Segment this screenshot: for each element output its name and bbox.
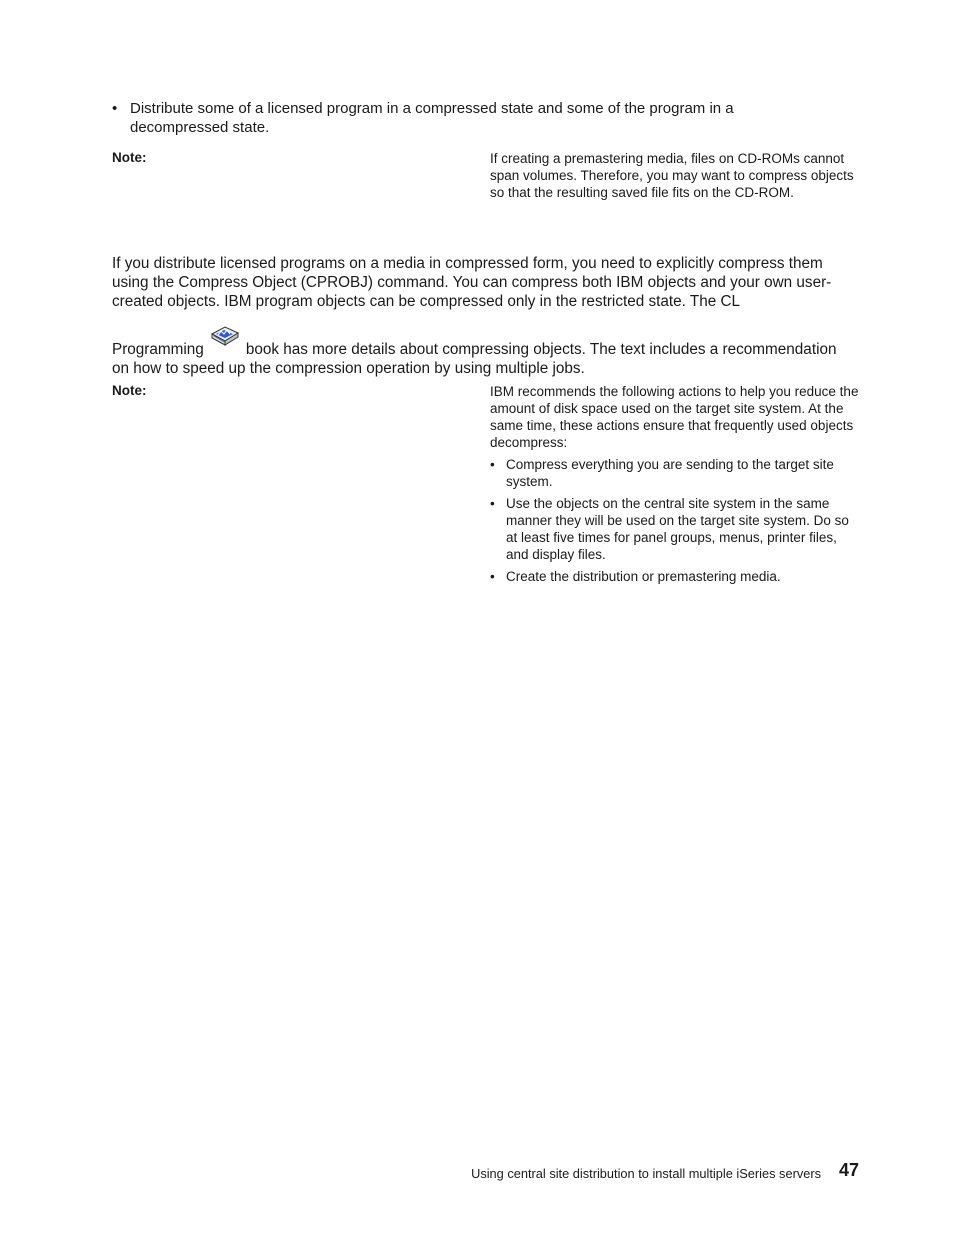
- bullet-text: Distribute some of a licensed program in a compressed state and some of the program in a decompressed state.: [130, 100, 734, 136]
- list-item: [490, 456, 862, 490]
- bullet-dot: •: [112, 100, 118, 117]
- bullet-dot: •: [490, 569, 495, 584]
- paragraph-programming-book: [112, 332, 857, 378]
- running-footer-title: Using central site distribution to install multiple iSeries servers: [471, 1166, 821, 1181]
- paragraph-text-before-icon: Programming: [112, 341, 204, 358]
- list-item: [490, 495, 862, 563]
- note-label: Note:: [112, 383, 147, 398]
- list-item-text: Use the objects on the central site system in the same manner they will be used on the target site system. Do so at least five times for panel groups, menus, printer files, and display files.: [506, 496, 849, 562]
- note-action-list: [490, 456, 862, 585]
- book-link-icon[interactable]: [210, 324, 240, 350]
- page-number: 47: [839, 1160, 860, 1180]
- bullet-dot: •: [490, 457, 495, 472]
- note-intro: IBM recommends the following actions to help you reduce the amount of disk space used on the target site system. At the same time, these actions ensure that frequently used objects decompress:: [490, 384, 859, 450]
- list-item: [490, 568, 862, 585]
- paragraph-text-after-icon: book has more details about compressing objects. The text includes a recommendation on how to speed up the compression operation by using multiple jobs.: [112, 341, 837, 377]
- paragraph-compress-intro: If you distribute licensed programs on a media in compressed form, you need to explicitly compress them using the Compress Object (CPROBJ) command. You can compress both IBM objects and your own user-created objects. IBM program objects can be compressed only in the restricted state. The CL: [112, 255, 832, 310]
- list-item-text: Compress everything you are sending to the target site system.: [506, 457, 834, 489]
- note-recommendations: [490, 383, 862, 585]
- bullet-item-distribute: [112, 99, 812, 137]
- note-text-premastering: If creating a premastering media, files on CD-ROMs cannot span volumes. Therefore, you may want to compress objects so that the resulting saved file fits on the CD-ROM.: [490, 151, 854, 200]
- note-label: Note:: [112, 150, 147, 165]
- list-item-text: Create the distribution or premastering media.: [506, 569, 781, 584]
- bullet-dot: •: [490, 496, 495, 511]
